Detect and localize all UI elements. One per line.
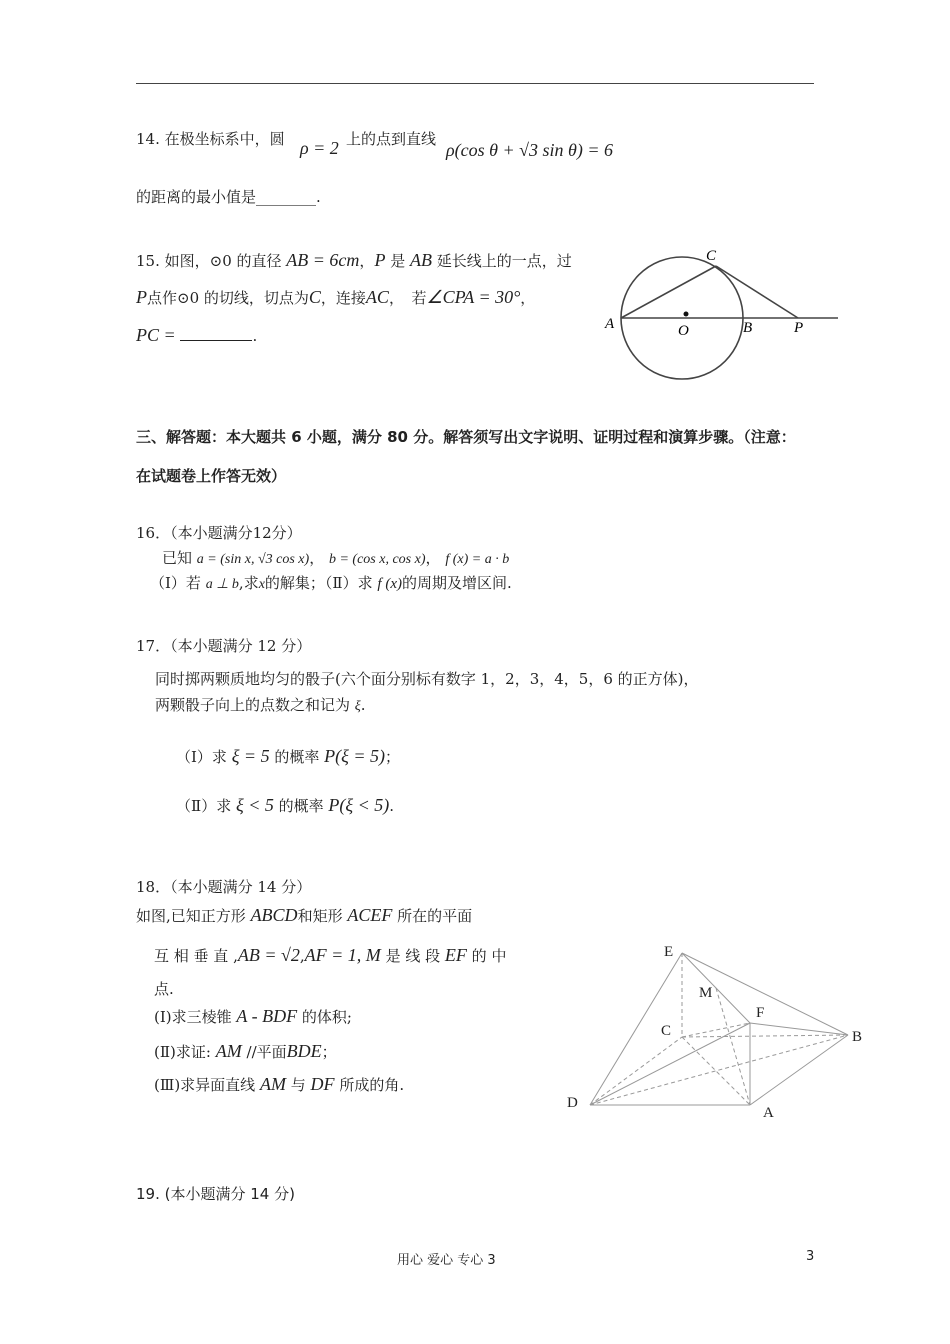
q17-heading: 17．（本小题满分 12 分） [136, 637, 312, 655]
segment-ac [621, 266, 716, 318]
q18-pyramid: A - BDF [236, 1006, 298, 1026]
q18-text: 和矩形 [297, 907, 343, 925]
q18-text: //平面 [246, 1043, 287, 1061]
q18-line3: 点. [154, 980, 174, 998]
q18-text: 是 线 段 [385, 947, 441, 965]
section3-line2: 在试题卷上作答无效） [136, 467, 287, 485]
center-dot [684, 312, 689, 317]
q16-given [162, 547, 509, 568]
q17-text: （Ⅱ）求 [176, 797, 232, 815]
footer-page-number: 3 [806, 1249, 815, 1264]
q15-point-p: P [374, 250, 386, 270]
q15-ab-length: AB = 6cm [286, 250, 360, 270]
q15-line1 [136, 250, 572, 271]
q15-text: ，连接 [320, 289, 366, 307]
q18-df: DF [310, 1074, 335, 1094]
edge-db [590, 1035, 848, 1105]
q18-plane-bde: BDE [286, 1041, 322, 1061]
header-rule [136, 83, 814, 84]
q18-text: 所成的角. [339, 1076, 405, 1094]
q15-text: 是 [390, 252, 406, 270]
q14-text: 14. 在极坐标系中，圆 [136, 130, 285, 148]
label-b: B [743, 320, 753, 336]
label-e: E [664, 944, 674, 960]
label-d: D [567, 1095, 578, 1111]
q14-line1 [136, 128, 285, 149]
q17-text: 的概率 [274, 748, 320, 766]
q18-square: ABCD [250, 905, 298, 925]
q18-text: 的体积; [301, 1008, 352, 1026]
q18-text: 所在的平面 [397, 907, 473, 925]
q18-text: , [299, 947, 305, 965]
q18-ab: AB = √2 [237, 945, 300, 965]
q18-text: (Ⅲ)求异面直线 [154, 1076, 256, 1094]
q16-heading: 16．（本小题满分12分） [136, 524, 302, 542]
label-p: P [794, 320, 804, 336]
q18-line1 [136, 905, 472, 926]
q15-segment-ac: AC [365, 287, 389, 307]
q18-text: 互 相 垂 直 , [154, 947, 238, 965]
q19-heading: 19. (本小题满分 14 分) [136, 1185, 295, 1203]
q18-am: AM [215, 1041, 242, 1061]
q18-ef: EF [444, 945, 467, 965]
edge-fb [750, 1023, 848, 1035]
q16-text: ， [425, 549, 441, 567]
q15-pc: PC = [136, 325, 176, 345]
q15-text: ， [359, 252, 375, 270]
label-c: C [706, 248, 717, 264]
tangent-cp [716, 266, 798, 318]
q15-circle-figure [598, 240, 843, 388]
q16-text: 的解集；（Ⅱ）求 [264, 574, 373, 592]
q16-vector-b: b = (cos x, cos x) [328, 552, 426, 567]
q18-text: (Ⅰ)求三棱锥 [154, 1008, 232, 1026]
label-f: F [756, 1005, 765, 1021]
q15-text: 15. 如图，⊙0 的直径 [136, 252, 282, 270]
q17-eq: ξ < 5 [235, 795, 274, 815]
label-a: A [763, 1105, 774, 1121]
q15-point-c: C [308, 287, 321, 307]
q15-point-p: P [136, 287, 147, 307]
q18-text: (Ⅱ)求证: [154, 1043, 211, 1061]
edge-ab [750, 1035, 848, 1105]
q17-prob: P(ξ = 5) [324, 746, 385, 766]
q16-text: ， [309, 549, 325, 567]
q18-text: 如图,已知正方形 [136, 907, 246, 925]
label-b: B [852, 1029, 863, 1045]
q17-part2 [176, 795, 394, 816]
q18-text: 的 中 [471, 947, 507, 965]
q16-vector-a: a = (sin x, √3 cos x) [196, 552, 310, 567]
q18-solid-figure [560, 935, 870, 1125]
q15-text: 延长线上的一点，过 [436, 252, 572, 270]
q15-text: ， 若 [388, 289, 427, 307]
q16-perp: a ⊥ b [205, 577, 239, 592]
q17-text: （Ⅰ）求 [176, 748, 227, 766]
label-a: A [605, 316, 615, 332]
q16-var-x: x [258, 577, 265, 592]
q17-text: 的概率 [278, 797, 324, 815]
label-o: O [678, 323, 689, 339]
q16-text: 的周期及增区间. [401, 574, 512, 592]
q15-text: . [252, 327, 258, 345]
q17-text: . [389, 797, 395, 815]
q18-rectangle: ACEF [347, 905, 393, 925]
q14-circle-equation: ρ = 2 [300, 138, 339, 158]
label-m: M [699, 985, 713, 1001]
q18-heading: 18．（本小题满分 14 分） [136, 878, 312, 896]
q16-parts [150, 572, 512, 593]
q17-text: . [360, 696, 366, 714]
q17-text: 两颗骰子向上的点数之和记为 [155, 696, 351, 714]
edge-dc [590, 1037, 682, 1105]
q18-line2 [154, 945, 506, 966]
q17-text: ； [385, 748, 401, 766]
edge-cb [682, 1035, 848, 1037]
q15-text: ， [520, 289, 536, 307]
q18-am: AM [259, 1074, 286, 1094]
q15-line2 [136, 287, 535, 308]
edge-cf [682, 1023, 750, 1037]
q17-line2 [155, 694, 366, 715]
q15-segment-ab: AB [410, 250, 433, 270]
q16-text: （Ⅰ）若 [150, 574, 201, 592]
q17-eq: ξ = 5 [231, 746, 270, 766]
label-c: C [661, 1023, 672, 1039]
q17-part1 [176, 746, 400, 767]
q17-prob: P(ξ < 5) [328, 795, 390, 815]
q14-text-mid: 上的点到直线 [346, 130, 437, 148]
answer-blank [180, 340, 252, 341]
q16-text: ,求 [238, 574, 259, 592]
q18-text: ； [321, 1043, 337, 1061]
q18-part3 [154, 1074, 404, 1095]
q15-text: 点作⊙0 的切线，切点为 [147, 289, 309, 307]
q16-fx: f (x) [377, 576, 402, 592]
q18-af: AF = 1, M [304, 945, 381, 965]
q15-angle: ∠CPA = 30° [426, 287, 521, 307]
q17-line1: 同时掷两颗质地均匀的骰子(六个面分别标有数字 1，2，3，4，5，6 的正方体)， [155, 670, 699, 688]
q16-text: 已知 [162, 549, 193, 567]
q18-text: 与 [290, 1076, 306, 1094]
q14-line2: 的距离的最小值是________. [136, 188, 321, 206]
q18-part1 [154, 1006, 352, 1027]
q18-part2 [154, 1041, 337, 1062]
q14-line-equation: ρ(cos θ + √3 sin θ) = 6 [446, 140, 613, 160]
footer-center: 用心 爱心 专心 3 [397, 1253, 496, 1268]
q15-line3 [136, 325, 257, 346]
section3-line1: 三、解答题：本大题共 6 小题，满分 80 分。解答须写出文字说明、证明过程和演算步骤。（注意： [136, 428, 796, 446]
q16-function: f (x) = a · b [445, 552, 510, 567]
q17-xi: ξ [354, 699, 361, 714]
